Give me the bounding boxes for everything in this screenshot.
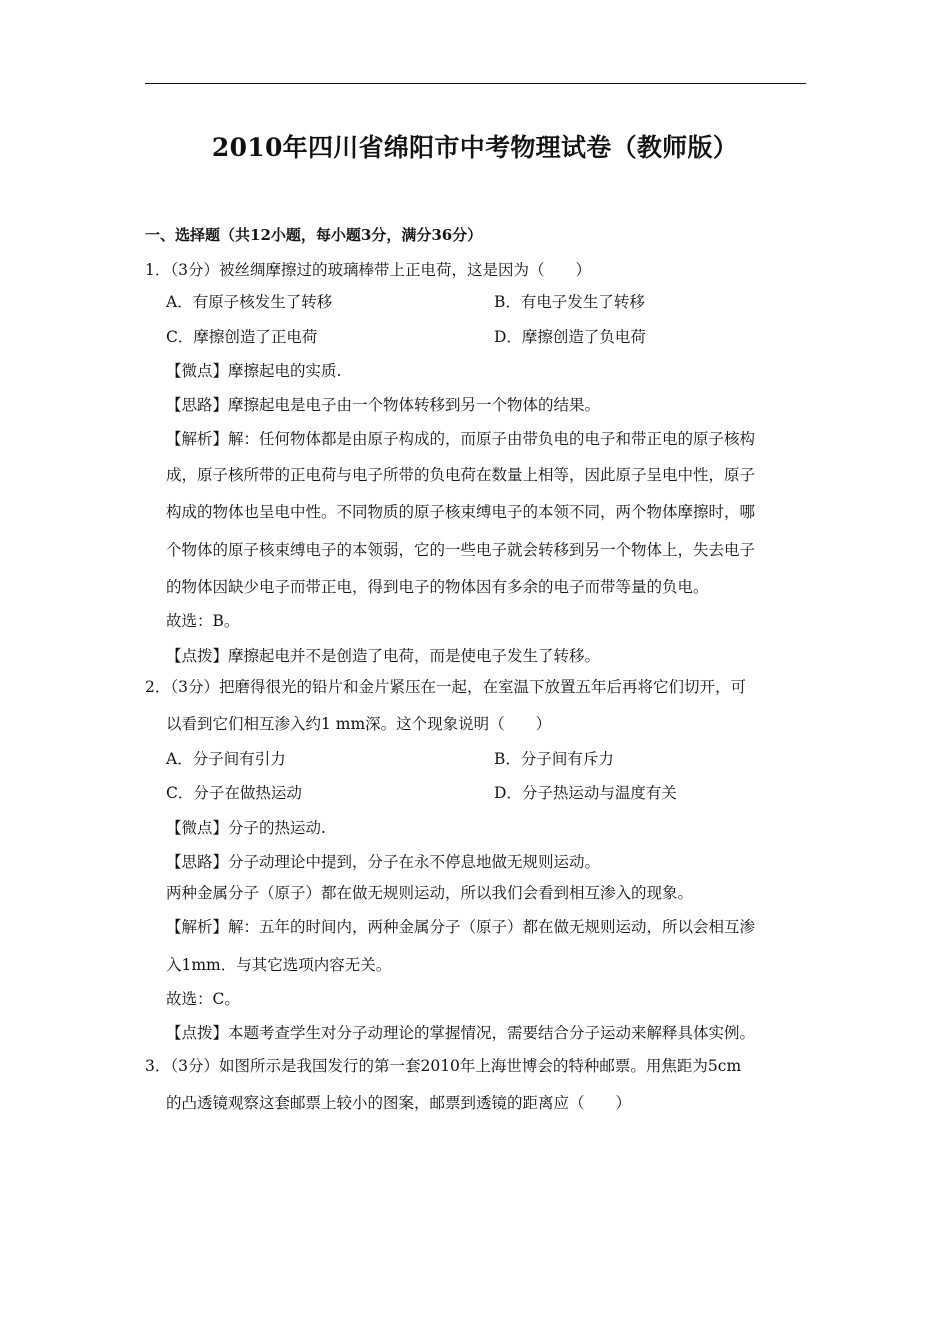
q3-stem: 的凸透镜观察这套邮票上较小的图案，邮票到透镜的距离应（ ） <box>166 1094 632 1112</box>
section-heading: 一、选择题（共12小题，每小题3分，满分36分） <box>145 226 483 244</box>
q2-stem: 以看到它们相互渗入约1 mm深。这个现象说明（ ） <box>166 715 552 733</box>
q2-analysis-line: 【解析】解：五年的时间内，两种金属分子（原子）都在做无规则运动，所以会相互渗 <box>166 918 756 936</box>
q1-analysis-line: 的物体因缺少电子而带正电，得到电子的物体因有多余的电子而带等量的负电。 <box>166 578 709 596</box>
q1-option-a: A．有原子核发生了转移 <box>166 293 333 311</box>
q2-option-a: A．分子间有引力 <box>166 750 286 768</box>
q2-analysis-line: 入1mm．与其它选项内容无关。 <box>166 956 392 974</box>
q1-analysis-line: 成，原子核所带的正电荷与电子所带的负电荷在数量上相等，因此原子呈电中性，原子 <box>166 466 756 484</box>
q1-stem: 1．（3分）被丝绸摩擦过的玻璃棒带上正电荷，这是因为（ ） <box>145 261 591 279</box>
q2-point: 【微点】分子的热运动. <box>166 819 326 837</box>
q2-stem: 2．（3分）把磨得很光的铅片和金片紧压在一起，在室温下放置五年后再将它们切开，可 <box>145 678 746 696</box>
q1-option-c: C．摩擦创造了正电荷 <box>166 328 318 346</box>
q1-point: 【微点】摩擦起电的实质. <box>166 362 342 380</box>
q2-option-d: D．分子热运动与温度有关 <box>494 784 677 802</box>
q2-answer: 故选：C。 <box>166 990 240 1008</box>
q1-option-d: D．摩擦创造了负电荷 <box>494 328 646 346</box>
q2-tip: 【点拨】本题考查学生对分子动理论的掌握情况，需要结合分子运动来解释具体实例。 <box>166 1024 756 1042</box>
page-title: 2010年四川省绵阳市中考物理试卷（教师版） <box>211 133 739 162</box>
q1-answer: 故选：B。 <box>166 612 240 630</box>
header-rule <box>145 83 806 84</box>
q1-analysis-line: 构成的物体也呈电中性。不同物质的原子核束缚电子的本领不同，两个物体摩擦时，哪 <box>166 503 756 521</box>
q2-approach-line: 两种金属分子（原子）都在做无规则运动，所以我们会看到相互渗入的现象。 <box>166 884 694 902</box>
q2-approach: 【思路】分子动理论中提到，分子在永不停息地做无规则运动。 <box>166 853 601 871</box>
q1-analysis-line: 个物体的原子核束缚电子的本领弱，它的一些电子就会转移到另一个物体上，失去电子 <box>166 541 756 559</box>
q3-stem: 3．（3分）如图所示是我国发行的第一套2010年上海世博会的特种邮票。用焦距为5cm <box>145 1057 742 1075</box>
q1-approach: 【思路】摩擦起电是电子由一个物体转移到另一个物体的结果。 <box>166 396 601 414</box>
q2-option-c: C．分子在做热运动 <box>166 784 302 802</box>
q1-analysis-line: 【解析】解：任何物体都是由原子构成的，而原子由带负电的电子和带正电的原子核构 <box>166 430 756 448</box>
q1-option-b: B．有电子发生了转移 <box>494 293 645 311</box>
q1-tip: 【点拨】摩擦起电并不是创造了电荷，而是使电子发生了转移。 <box>166 647 601 665</box>
q2-option-b: B．分子间有斥力 <box>494 750 614 768</box>
